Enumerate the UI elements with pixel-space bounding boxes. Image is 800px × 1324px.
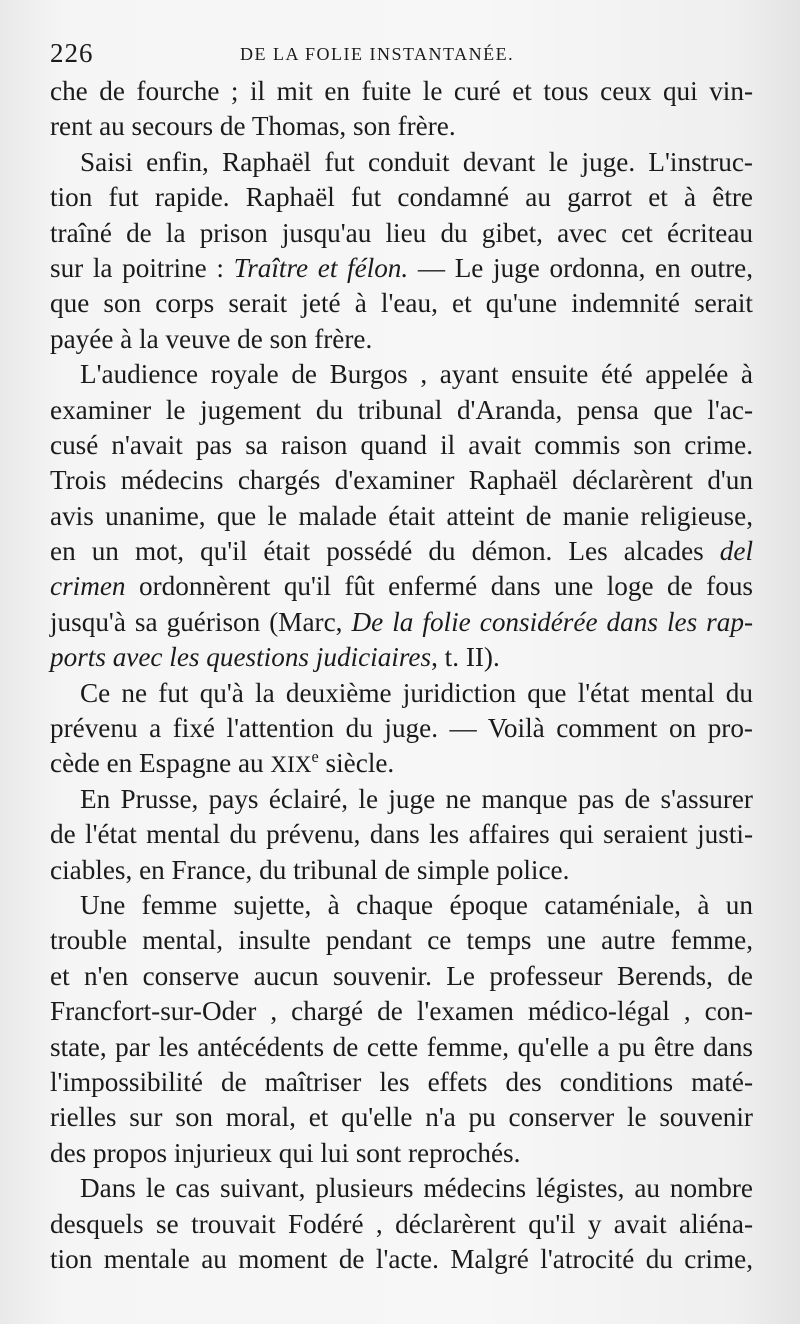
text-line: [50, 463, 753, 498]
text-segment: siècle.: [318, 748, 395, 779]
text-line: [50, 1207, 753, 1242]
text-segment: tion fut rapide. Raphaël fut condamné au garrot et à être: [50, 182, 753, 213]
text-line: [50, 393, 753, 428]
text-line: [50, 1171, 753, 1206]
italic-text: De la folie considérée dans les rap-: [351, 606, 753, 637]
text-line: [50, 534, 753, 569]
italic-text: ports avec les questions judiciaires: [50, 642, 432, 673]
text-segment: examiner le jugement du tribunal d'Aranda, pensa que l'ac-: [50, 394, 753, 425]
text-segment: trouble mental, insulte pendant ce temps une autre femme,: [50, 925, 753, 956]
text-line: [50, 74, 753, 109]
text-segment: che de fourche ; il mit en fuite le curé et tous ceux qui vin-: [50, 76, 753, 106]
text-segment: des propos injurieux qui lui sont reprochés.: [50, 1137, 521, 1168]
text-segment: Saisi enfin, Raphaël fut conduit devant le juge. L'instruc-: [80, 146, 753, 177]
text-segment: Dans le cas suivant, plusieurs médecins légistes, au nombre: [80, 1173, 753, 1204]
text-segment: Ce ne fut qu'à la deuxième juridiction que l'état mental du: [80, 677, 753, 708]
text-segment: Trois médecins chargés d'examiner Raphaël déclarèrent d'un: [50, 465, 753, 496]
text-line: [50, 145, 753, 180]
text-line: [50, 109, 753, 144]
text-line: [50, 251, 753, 286]
text-segment: de l'état mental du prévenu, dans les affaires qui seraient justi-: [50, 819, 753, 850]
text-line: [50, 853, 753, 888]
text-line: [50, 994, 753, 1029]
text-segment: En Prusse, pays éclairé, le juge ne manque pas de s'assurer: [80, 783, 753, 814]
text-segment: state, par les antécédents de cette femme, qu'elle a pu être dans: [50, 1031, 753, 1062]
text-line: [50, 817, 753, 852]
running-head: DE LA FOLIE INSTANTANÉE.: [240, 44, 515, 64]
text-line: [50, 216, 753, 251]
page-header: [50, 38, 752, 68]
text-line: [50, 923, 753, 958]
text-line: [50, 180, 753, 215]
text-segment: ordonnèrent qu'il fût enfermé dans une loge de fous: [125, 571, 753, 602]
text-line: [50, 1136, 753, 1171]
text-line: [50, 640, 753, 675]
text-segment: que son corps serait jeté à l'eau, et qu'une indemnité serait: [50, 288, 753, 319]
text-segment: tion mentale au moment de l'acte. Malgré l'atrocité du crime,: [50, 1243, 753, 1274]
text-segment: Francfort-sur-Oder , chargé de l'examen médico-légal , con-: [50, 996, 753, 1027]
text-segment: l'impossibilité de maîtriser les effets des conditions maté-: [50, 1066, 753, 1097]
text-line: [50, 746, 753, 781]
text-segment: jusqu'à sa guérison (Marc,: [50, 606, 352, 637]
text-line: [50, 322, 753, 357]
text-line: [50, 676, 753, 711]
text-segment: sur la poitrine :: [50, 252, 234, 283]
text-segment: — Le juge ordonna, en outre,: [408, 252, 753, 283]
text-segment: avis unanime, que le malade était atteint de manie religieuse,: [50, 500, 753, 531]
body-text: [50, 74, 753, 1277]
text-segment: , t. II).: [431, 642, 500, 673]
text-line: [50, 782, 753, 817]
text-line: [50, 1242, 753, 1277]
text-segment: prévenu a fixé l'attention du juge. — Voilà comment on pro-: [50, 713, 753, 744]
italic-text: crimen: [50, 571, 126, 602]
text-line: [50, 605, 753, 640]
text-segment: e: [311, 747, 319, 767]
text-segment: L'audience royale de Burgos , ayant ensuite été appelée à: [80, 359, 753, 390]
text-segment: cusé n'avait pas sa raison quand il avait commis son crime.: [50, 429, 753, 460]
text-line: [50, 428, 753, 463]
text-segment: payée à la veuve de son frère.: [50, 323, 373, 354]
text-line: [50, 357, 753, 392]
text-line: [50, 1065, 753, 1100]
page-number: 226: [50, 38, 94, 68]
text-line: [50, 286, 753, 321]
text-segment: rielles sur son moral, et qu'elle n'a pu conserver le souvenir: [50, 1102, 753, 1133]
italic-text: del: [719, 536, 753, 567]
text-line: [50, 711, 753, 746]
text-segment: et n'en conserve aucun souvenir. Le professeur Berends, de: [50, 960, 753, 991]
text-segment: ciables, en France, du tribunal de simple police.: [50, 854, 570, 885]
text-line: [50, 959, 753, 994]
text-line: [50, 1030, 753, 1065]
text-segment: cède en Espagne au: [50, 748, 271, 779]
text-line: [50, 1100, 753, 1135]
text-line: [50, 888, 753, 923]
text-segment: traîné de la prison jusqu'au lieu du gibet, avec cet écriteau: [50, 217, 753, 248]
text-line: [50, 569, 753, 604]
text-segment: rent au secours de Thomas, son frère.: [50, 111, 456, 142]
text-segment: XIX: [270, 752, 312, 779]
italic-text: Traître et félon.: [233, 252, 409, 283]
text-line: [50, 499, 753, 534]
text-segment: en un mot, qu'il était possédé du démon. Les alcades: [50, 536, 720, 567]
text-segment: desquels se trouvait Fodéré , déclarèrent qu'il y avait aliéna-: [50, 1208, 753, 1239]
text-segment: Une femme sujette, à chaque époque cataméniale, à un: [80, 889, 753, 920]
